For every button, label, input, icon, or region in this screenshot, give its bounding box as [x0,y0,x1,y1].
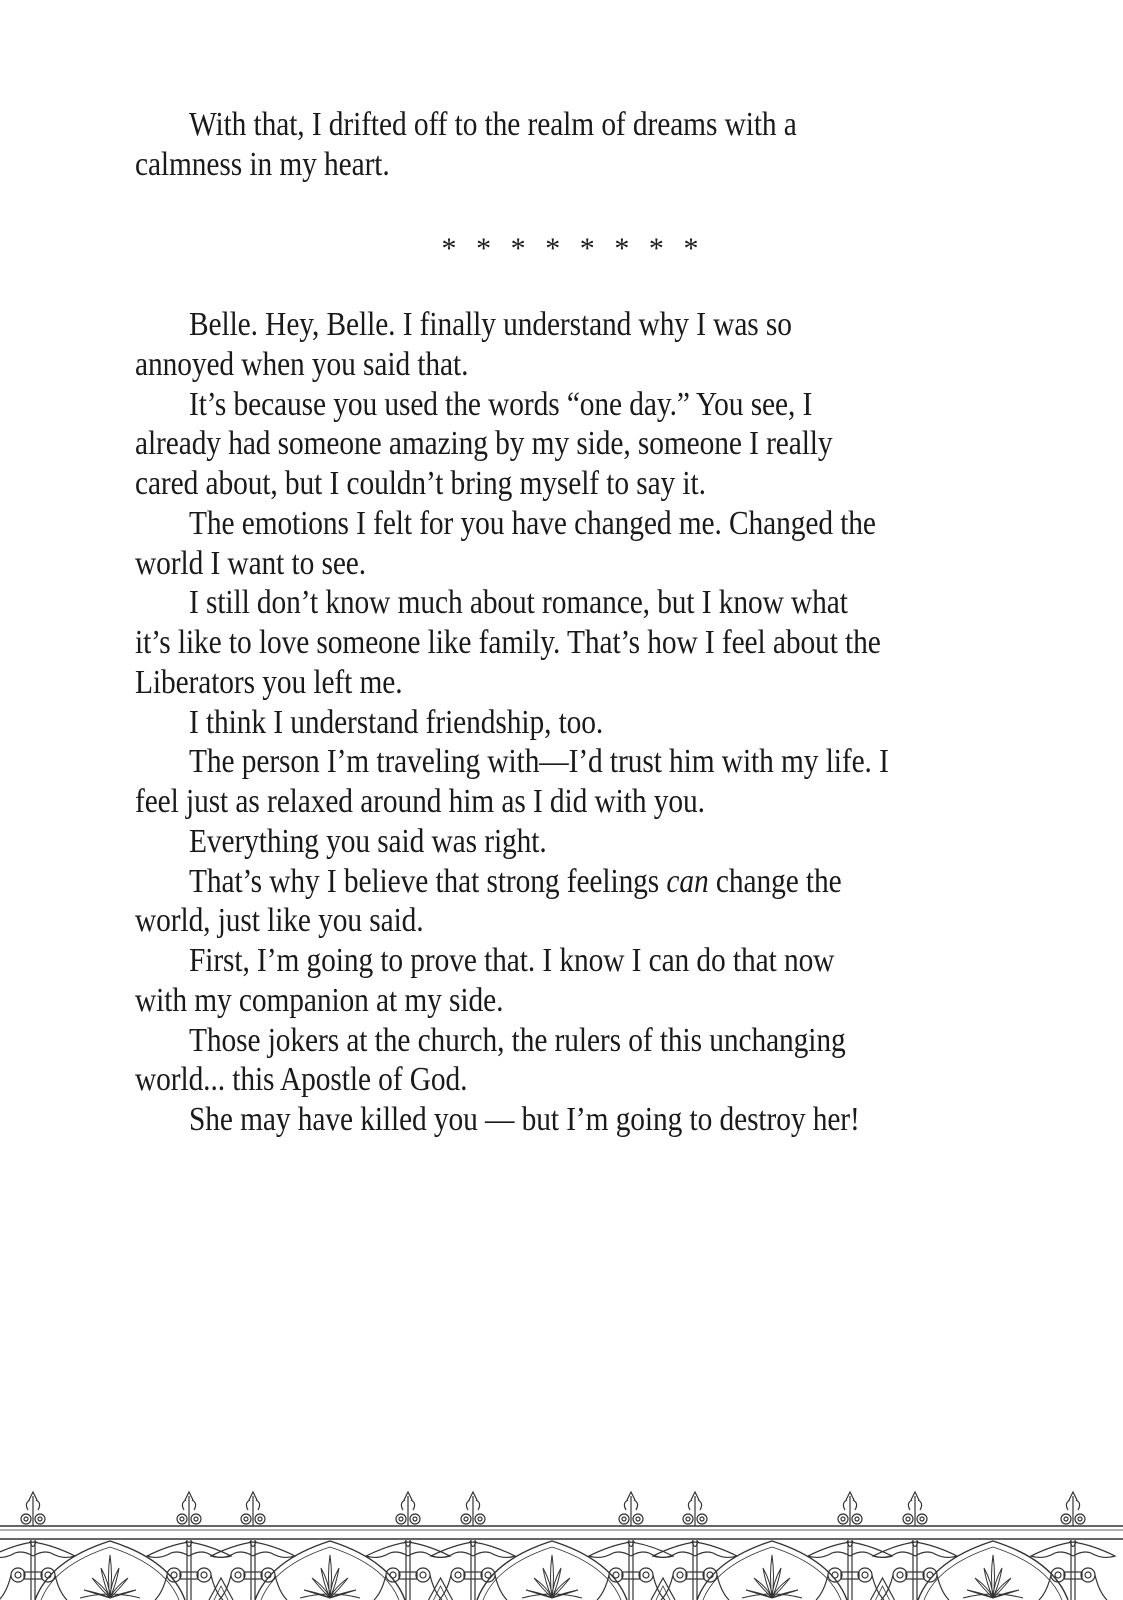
finial-scroll-inner [194,1517,198,1521]
text-line [135,544,367,582]
fence-ornament-border [0,1480,1123,1600]
side-scroll [416,1568,430,1582]
acanthus-leaf [1073,1542,1115,1557]
finial-scroll [241,1514,251,1524]
finial-scroll [410,1514,420,1524]
post-collar [244,1572,262,1579]
acanthus-leaf [808,1542,850,1557]
finial-scroll [396,1514,406,1524]
asterisk-glyph: * [648,232,664,265]
side-scroll-inner [1085,1572,1091,1578]
finial-scroll [21,1514,31,1524]
scene-break-asterisks [440,232,700,266]
finial-scroll-inner [622,1517,626,1521]
text-segment: world I want to see. [135,544,367,582]
acanthus-leaf [147,1542,189,1557]
text-segment: it’s like to love someone like family. That’s how I feel about the [135,624,881,661]
text-line [189,822,547,860]
acanthus-leaf [695,1542,737,1557]
finial-scroll [1075,1514,1085,1524]
text-segment: The emotions I felt for you have changed me. Changed the [189,504,876,542]
text-segment: She may have killed you — but I’m going to destroy her! [189,1101,860,1138]
text-segment: feel just as relaxed around him as I did with you. [135,783,705,820]
side-scroll [639,1568,653,1582]
post-collar [622,1572,640,1579]
text-segment: First, I’m going to prove that. I know I can do that now [189,942,835,979]
finial-scroll [35,1514,45,1524]
side-scroll [893,1568,907,1582]
text-segment: I still don’t know much about romance, but I know what [189,584,848,622]
side-scroll-inner [235,1572,241,1578]
side-scroll [858,1568,872,1582]
text-line [189,504,876,542]
finial-scroll [917,1514,927,1524]
finial-scroll [838,1514,848,1524]
acanthus-leaf [366,1542,408,1557]
side-scroll [261,1568,275,1582]
finial-scroll-inner [399,1517,403,1521]
text-line [135,467,706,501]
text-segment: The person I’m traveling with—I’d trust him with my life. I [189,743,889,781]
text-line [135,345,469,383]
finial-scroll-inner [180,1517,184,1521]
text-line [189,703,604,741]
finial-scroll-inner [636,1517,640,1521]
finial-scroll-inner [38,1517,42,1521]
asterisk-glyph: * [614,232,630,265]
text-segment: calmness in my heart. [135,145,390,183]
post-collar [906,1572,924,1579]
finial-scroll-inner [258,1517,262,1521]
finial-scroll-inner [464,1517,468,1521]
post-collar [1064,1572,1082,1579]
finial-scroll [619,1514,629,1524]
acanthus-leaf [589,1542,631,1557]
finial-scroll [191,1514,201,1524]
text-segment: That’s why I believe that strong feelings [189,862,667,900]
finial-scroll [903,1514,913,1524]
finial-scroll [461,1514,471,1524]
text-line [189,944,834,978]
text-line [189,745,889,779]
finial-scroll [852,1514,862,1524]
text-segment: world... this Apostle of God. [135,1061,468,1099]
asterisk-glyph: * [545,232,561,265]
acanthus-leaf [33,1542,75,1557]
acanthus-leaf [1031,1542,1073,1557]
finial-scroll-inner [686,1517,690,1521]
finial-scroll-inner [920,1517,924,1521]
post-collar [24,1572,42,1579]
side-scroll-inner [15,1572,21,1578]
side-scroll [197,1568,211,1582]
acanthus-leaf [473,1542,515,1557]
text-line [135,785,705,819]
text-segment: I think I understand friendship, too. [189,703,604,741]
text-segment: already had someone amazing by my side, someone I really [135,425,833,463]
finial-scroll [177,1514,187,1524]
gothic-arch [255,1541,405,1600]
side-scroll [11,1568,25,1582]
post-collar [399,1572,417,1579]
side-scroll-inner [897,1572,903,1578]
text-line [135,981,504,1019]
text-segment: With that, I drifted off to the realm of dreams with a [189,106,797,143]
finial-scroll [697,1514,707,1524]
text-line [189,108,797,142]
text-segment: It’s because you used the words “one day.” You see, I [189,385,813,423]
finial-scroll-inner [906,1517,910,1521]
finial-scroll [1061,1514,1071,1524]
finial-scroll-inner [1064,1517,1068,1521]
post-collar [464,1572,482,1579]
asterisk-glyph: * [579,232,595,265]
finial-scroll [475,1514,485,1524]
emphasis-text: can [666,862,709,900]
text-line [135,626,881,660]
text-segment: with my companion at my side. [135,981,504,1019]
text-segment: cared about, but I couldn’t bring myself to say it. [135,465,706,502]
text-segment: Everything you said was right. [189,822,547,860]
finial-scroll-inner [478,1517,482,1521]
text-segment: Those jokers at the church, the rulers of this unchanging [189,1021,846,1059]
side-scroll-inner [643,1572,649,1578]
acanthus-leaf [915,1542,957,1557]
gothic-arch [697,1541,847,1600]
text-line [189,385,813,423]
finial-scroll-inner [244,1517,248,1521]
post-collar [686,1572,704,1579]
side-scroll [1081,1568,1095,1582]
text-segment: Belle. Hey, Belle. I finally understand why I was so [189,306,792,343]
finial-scroll-inner [413,1517,417,1521]
text-segment: world, just like you said. [135,902,424,940]
text-line [189,1021,846,1059]
finial-scroll [633,1514,643,1524]
text-segment: change the [708,862,842,900]
asterisk-glyph: * [476,232,492,265]
text-line [189,308,792,342]
asterisk-glyph: * [510,232,526,265]
asterisk-glyph: * [683,232,699,265]
asterisk-glyph: * [441,232,457,265]
text-segment: Liberators you left me. [135,663,403,701]
side-scroll-inner [455,1572,461,1578]
gothic-arch [477,1541,627,1600]
finial-scroll [255,1514,265,1524]
post-collar [841,1572,859,1579]
side-scroll-inner [201,1572,207,1578]
side-scroll-inner [420,1572,426,1578]
finial-scroll-inner [1078,1517,1082,1521]
text-line [135,1063,467,1097]
finial-scroll-inner [841,1517,845,1521]
text-segment: annoyed when you said that. [135,345,469,383]
text-line [135,145,390,183]
text-line [135,904,424,938]
post-collar [180,1572,198,1579]
side-scroll [451,1568,465,1582]
text-line [189,586,848,620]
finial-scroll-inner [700,1517,704,1521]
finial-scroll [683,1514,693,1524]
side-scroll-inner [862,1572,868,1578]
side-scroll [673,1568,687,1582]
gothic-arch [35,1541,185,1600]
acanthus-leaf [253,1542,295,1557]
acanthus-leaf [0,1542,33,1557]
side-scroll-inner [1055,1572,1061,1578]
text-line [189,862,842,900]
side-scroll-inner [677,1572,683,1578]
side-scroll [41,1568,55,1582]
side-scroll [231,1568,245,1582]
finial-scroll-inner [24,1517,28,1521]
side-scroll [703,1568,717,1582]
finial-scroll-inner [855,1517,859,1521]
text-line [135,663,403,701]
text-line [189,1103,860,1137]
text-line [135,427,833,461]
